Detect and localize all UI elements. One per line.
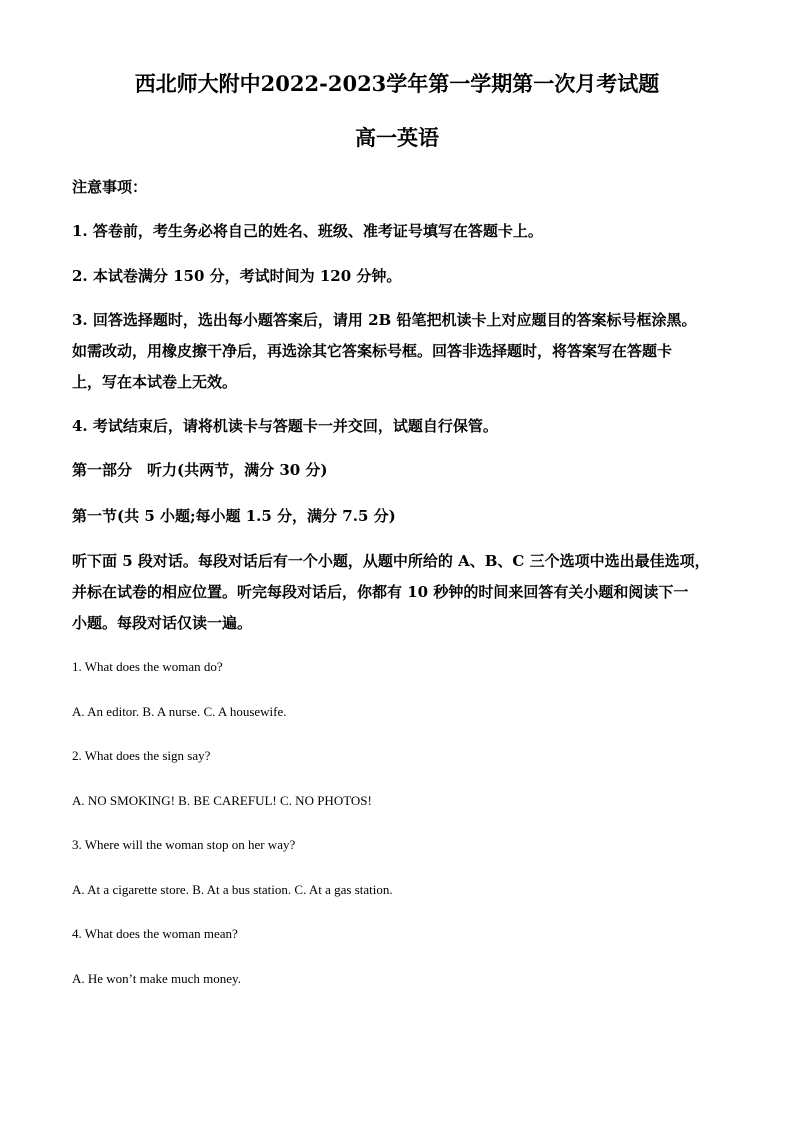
notice-item-1: 1. 答卷前，考生务必将自己的姓名、班级、准考证号填写在答题卡上。 <box>72 222 543 240</box>
instruction-line-3: 小题。每段对话仅读一遍。 <box>72 614 253 632</box>
question-2-options: A. NO SMOKING! B. BE CAREFUL! C. NO PHOTOS! <box>72 793 372 808</box>
question-1-options: A. An editor. B. A nurse. C. A housewife. <box>72 704 287 719</box>
question-4: 4. What does the woman mean? <box>72 926 238 941</box>
instruction-line-2: 并标在试卷的相应位置。听完每段对话后，你都有 10 秒钟的时间来回答有关小题和阅读下一 <box>72 583 689 601</box>
notice-item-3-line-3: 上，写在本试卷上无效。 <box>72 373 238 391</box>
notice-item-3-line-1: 3. 回答选择题时，选出每小题答案后，请用 2B 铅笔把机读卡上对应题目的答案标号框涂黑。 <box>72 311 697 329</box>
part-1-heading: 第一部分 听力(共两节，满分 30 分) <box>72 461 328 479</box>
question-3: 3. Where will the woman stop on her way? <box>72 837 296 852</box>
question-1: 1. What does the woman do? <box>72 659 223 674</box>
question-4-option-a: A. He won’t make much money. <box>72 971 241 986</box>
instruction-line-1: 听下面 5 段对话。每段对话后有一个小题，从题中所给的 A、B、C 三个选项中选出最佳选项， <box>72 552 710 570</box>
notice-item-2: 2. 本试卷满分 150 分，考试时间为 120 分钟。 <box>72 267 402 285</box>
notice-item-3-line-2: 如需改动，用橡皮擦干净后，再选涂其它答案标号框。回答非选择题时，将答案写在答题卡 <box>72 342 673 360</box>
exam-subject: 高一英语 <box>355 125 439 150</box>
notice-heading: 注意事项： <box>72 178 148 196</box>
question-2: 2. What does the sign say? <box>72 748 211 763</box>
exam-title: 西北师大附中2022-2023学年第一学期第一次月考试题 <box>134 71 660 96</box>
question-3-options: A. At a cigarette store. B. At a bus station. C. At a gas station. <box>72 882 393 897</box>
section-1-heading: 第一节(共 5 小题;每小题 1.5 分，满分 7.5 分) <box>72 507 396 525</box>
notice-item-4: 4. 考试结束后，请将机读卡与答题卡一并交回，试题自行保管。 <box>72 417 498 435</box>
